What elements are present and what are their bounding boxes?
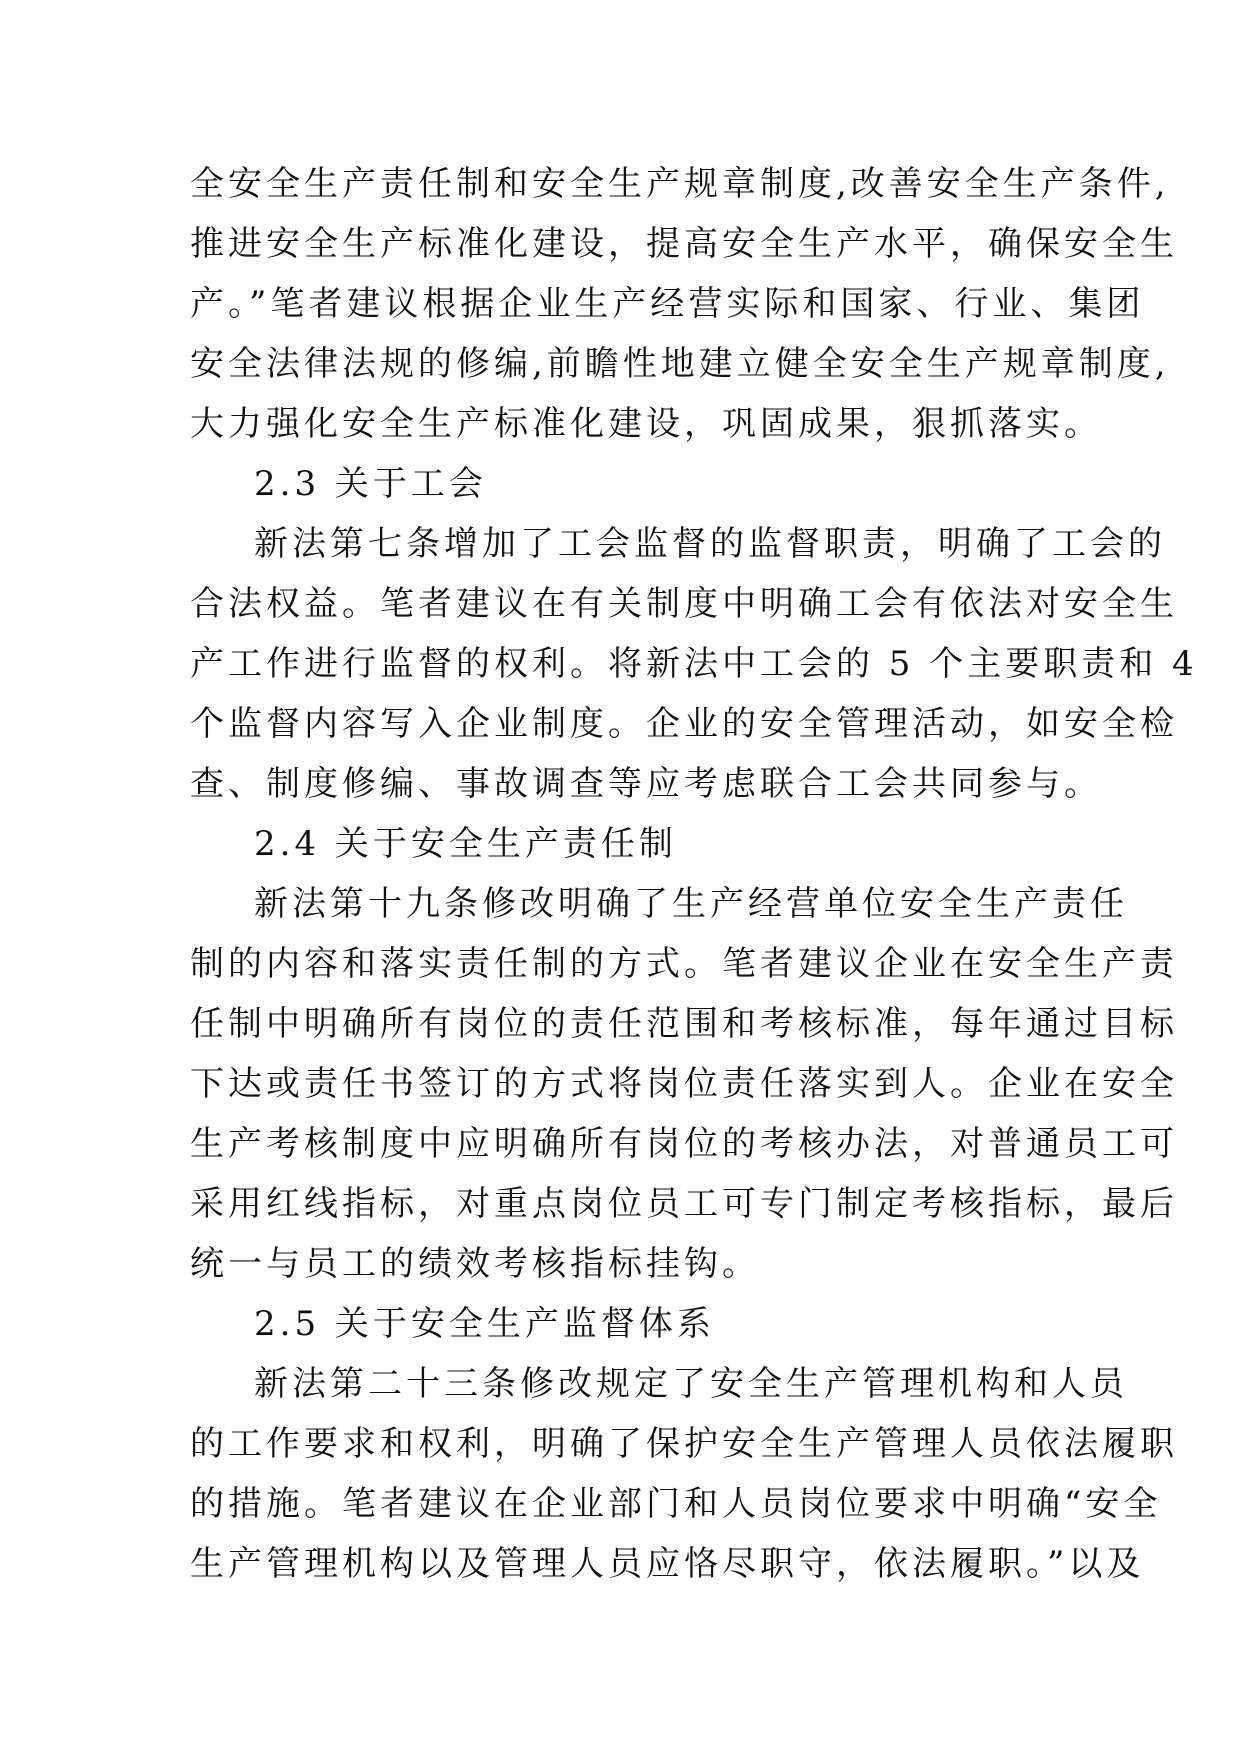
text-line: 2.3 关于工会 [254,464,487,504]
text-line: 新法第十九条修改明确了生产经营单位安全生产责任 [254,884,1128,924]
text-line: 推进安全生产标准化建设，提高安全生产水平，确保安全生 [190,224,1178,264]
text-line: 新法第七条增加了工会监督的监督职责，明确了工会的 [254,524,1166,564]
text-line: 全安全生产责任制和安全生产规章制度,改善安全生产条件, [190,164,1170,204]
text-line: 的措施。笔者建议在企业部门和人员岗位要求中明确“安全 [190,1484,1162,1524]
text-line: 采用红线指标，对重点岗位员工可专门制定考核指标，最后 [190,1184,1178,1224]
text-line: 大力强化安全生产标准化建设，巩固成果，狠抓落实。 [190,404,1102,444]
text-line: 统一与员工的绩效考核指标挂钩。 [190,1244,760,1284]
text-line: 产工作进行监督的权利。将新法中工会的 5 个主要职责和 4 [190,644,1198,684]
text-line: 生产考核制度中应明确所有岗位的考核办法，对普通员工可 [190,1124,1178,1164]
text-line: 任制中明确所有岗位的责任范围和考核标准，每年通过目标 [190,1004,1178,1044]
text-line: 产。”笔者建议根据企业生产经营实际和国家、行业、集团 [190,284,1145,324]
text-line: 查、制度修编、事故调查等应考虑联合工会共同参与。 [190,764,1102,804]
text-line: 制的内容和落实责任制的方式。笔者建议企业在安全生产责 [190,944,1178,984]
text-line: 下达或责任书签订的方式将岗位责任落实到人。企业在安全 [190,1064,1178,1104]
text-line: 生产管理机构以及管理人员应恪尽职守，依法履职。”以及 [190,1544,1145,1584]
text-line: 2.5 关于安全生产监督体系 [254,1304,715,1344]
text-line: 的工作要求和权利，明确了保护安全生产管理人员依法履职 [190,1424,1178,1464]
text-line: 2.4 关于安全生产责任制 [254,824,677,864]
document-page [190,154,1198,1594]
text-line: 合法权益。笔者建议在有关制度中明确工会有依法对安全生 [190,584,1178,624]
text-line: 个监督内容写入企业制度。企业的安全管理活动，如安全检 [190,704,1178,744]
text-line: 安全法律法规的修编,前瞻性地建立健全安全生产规章制度, [190,344,1170,384]
text-line: 新法第二十三条修改规定了安全生产管理机构和人员 [254,1364,1128,1404]
